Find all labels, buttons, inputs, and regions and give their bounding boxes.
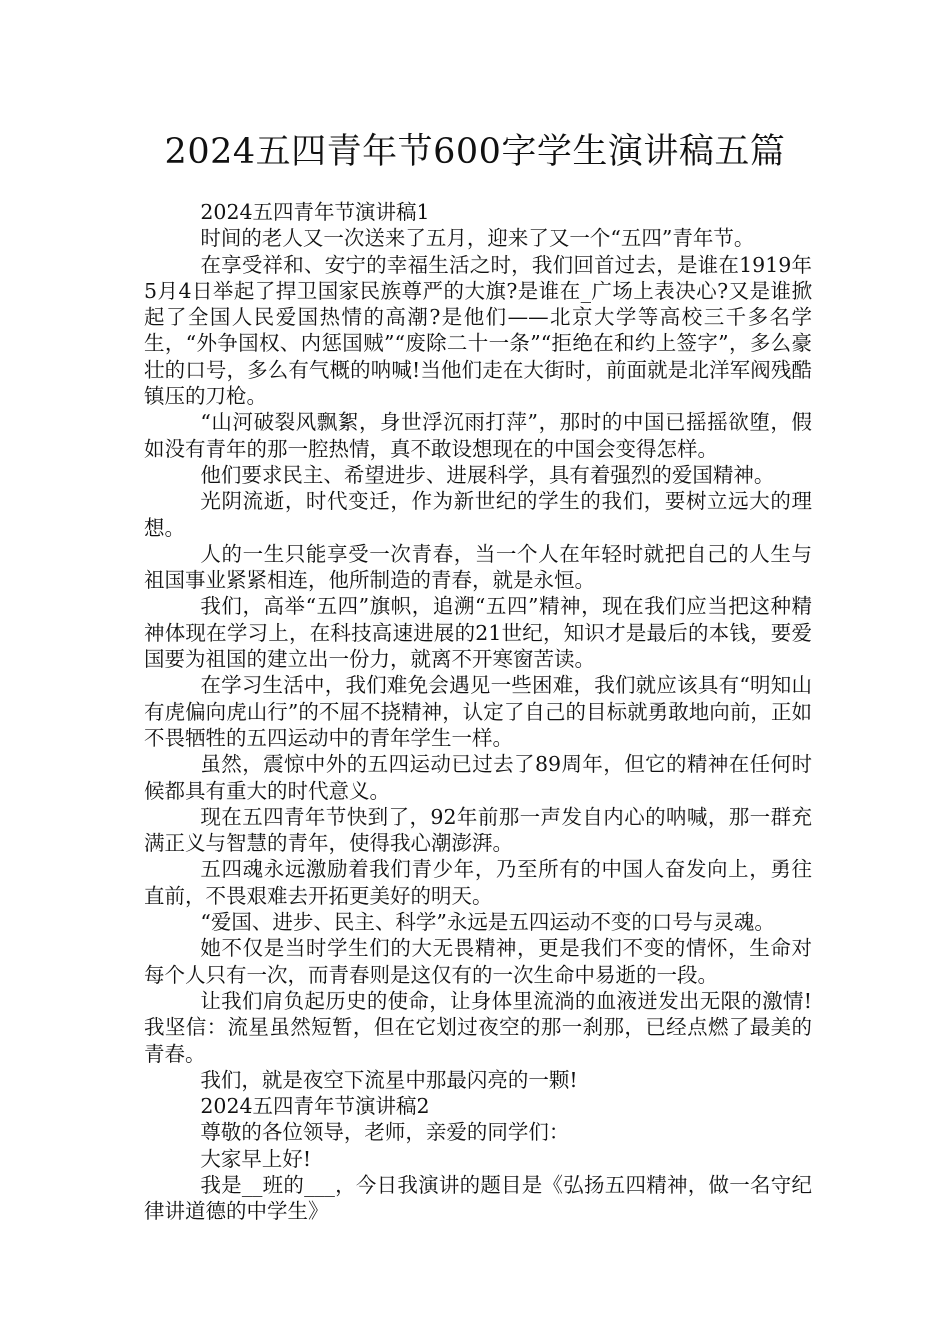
paragraph: 我们，就是夜空下流星中那最闪亮的一颗! [200, 1067, 578, 1092]
section-heading-2: 2024五四青年节演讲稿2 [200, 1094, 430, 1119]
section-heading-1: 2024五四青年节演讲稿1 [200, 200, 430, 224]
paragraph: 人的一生只能享受一次青春，当一个人在年轻时就把自己的人生与祖国事业紧紧相连，他所制造的青春，就是永恒。 [144, 541, 812, 593]
paragraph: 在享受祥和、安宁的幸福生活之时，我们回首过去，是谁在1919年5月4日举起了捍卫国家民族尊严的大旗?是谁在_广场上表决心?又是谁掀起了全国人民爱国热情的高潮?是他们——北京大学等高校三千多名学生，“外争国权、内惩国贼”“废除二十一条”“拒绝在和约上签字”，多么豪壮的口号，多么有气概的呐喊!当他们走在大街时，前面就是北洋军阀残酷镇压的刀枪。 [144, 252, 812, 409]
paragraph: 让我们肩负起历史的使命，让身体里流淌的血液迸发出无限的激情!我坚信：流星虽然短暂，但在它划过夜空的那一刹那，已经点燃了最美的青春。 [144, 988, 812, 1066]
paragraph: 他们要求民主、希望进步、进展科学，具有着强烈的爱国精神。 [200, 462, 775, 487]
paragraph: 我们，高举“五四”旗帜，追溯“五四”精神，现在我们应当把这种精神体现在学习上，在科技高速进展的21世纪，知识才是最后的本钱，要爱国要为祖国的建立出一份力，就离不开寒窗苦读。 [144, 594, 812, 672]
paragraph: 在学习生活中，我们难免会遇见一些困难，我们就应该具有“明知山有虎偏向虎山行”的不屈不挠精神，认定了自己的目标就勇敢地向前，正如不畏牺牲的五四运动中的青年学生一样。 [144, 673, 812, 750]
paragraph: 尊敬的各位领导，老师，亲爱的同学们： [200, 1120, 570, 1145]
document-title: 2024五四青年节600字学生演讲稿五篇 [164, 132, 786, 172]
paragraph: 五四魂永远激励着我们青少年，乃至所有的中国人奋发向上，勇往直前，不畏艰难去开拓更美好的明天。 [144, 857, 812, 908]
paragraph: 时间的老人又一次送来了五月，迎来了又一个“五四”青年节。 [200, 226, 755, 251]
paragraph: 虽然，震惊中外的五四运动已过去了89周年，但它的精神在任何时候都具有重大的时代意义。 [144, 752, 812, 803]
paragraph: 光阴流逝，时代变迁，作为新世纪的学生的我们，要树立远大的理想。 [144, 489, 812, 540]
paragraph: “爱国、进步、民主、科学”永远是五四运动不变的口号与灵魂。 [200, 910, 775, 935]
paragraph: 现在五四青年节快到了，92年前那一声发自内心的呐喊，那一群充满正义与智慧的青年，使得我心潮澎湃。 [144, 804, 812, 856]
document-body [144, 199, 812, 1225]
paragraph: 她不仅是当时学生们的大无畏精神，更是我们不变的情怀，生命对每个人只有一次，而青春则是这仅有的一次生命中易逝的一段。 [144, 936, 812, 987]
paragraph: “山河破裂风飘絮，身世浮沉雨打萍”，那时的中国已摇摇欲堕，假如没有青年的那一腔热情，真不敢设想现在的中国会变得怎样。 [144, 410, 812, 461]
paragraph: 大家早上好! [200, 1146, 312, 1171]
paragraph: 我是__班的___，今日我演讲的题目是《弘扬五四精神，做一名守纪律讲道德的中学生》 [144, 1172, 812, 1224]
